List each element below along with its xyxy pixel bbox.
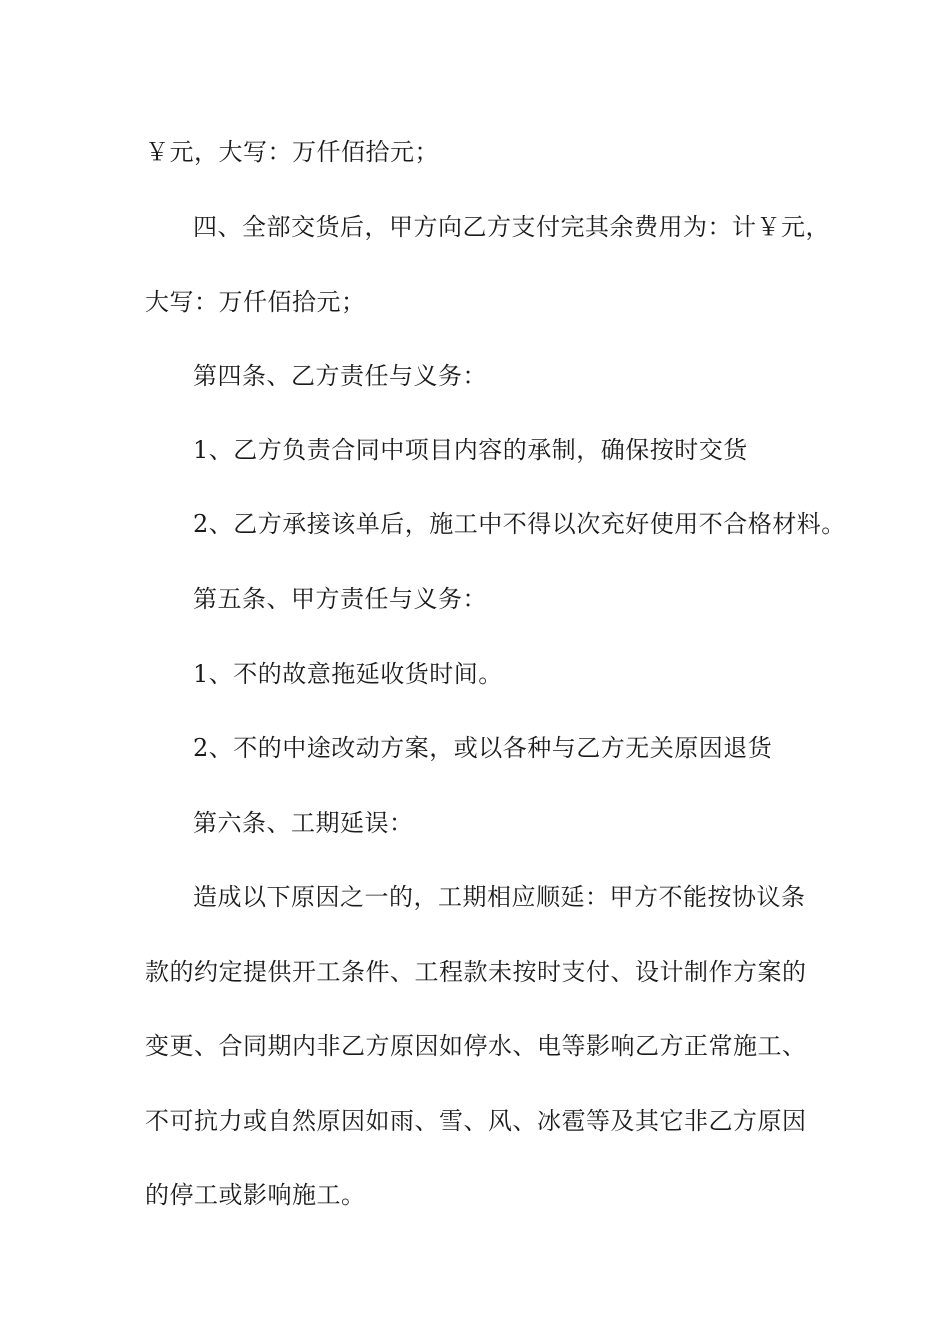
text-line: ￥元，大写：万仟佰拾元； [145, 138, 439, 166]
text-line: 大写：万仟佰拾元； [145, 288, 366, 316]
text-line: 变更、合同期内非乙方原因如停水、电等影响乙方正常施工、 [145, 1032, 807, 1060]
text-line: 2、乙方承接该单后，施工中不得以次充好使用不合格材料。 [193, 510, 846, 538]
section-heading: 第六条、工期延误： [193, 809, 414, 837]
text-line: 2、不的中途改动方案，或以各种与乙方无关原因退货 [193, 734, 773, 762]
text-line: 不可抗力或自然原因如雨、雪、风、冰雹等及其它非乙方原因 [145, 1107, 807, 1135]
text-line: 1、乙方负责合同中项目内容的承制，确保按时交货 [193, 436, 748, 464]
text-line: 1、不的故意拖延收货时间。 [193, 660, 503, 688]
text-line: 造成以下原因之一的，工期相应顺延：甲方不能按协议条 [193, 883, 806, 911]
text-line: 的停工或影响施工。 [145, 1181, 366, 1209]
text-line: 款的约定提供开工条件、工程款未按时支付、设计制作方案的 [145, 958, 807, 986]
text-line: 四、全部交货后，甲方向乙方支付完其余费用为：计￥元， [193, 213, 830, 241]
section-heading: 第四条、乙方责任与义务： [193, 362, 487, 390]
section-heading: 第五条、甲方责任与义务： [193, 585, 487, 613]
